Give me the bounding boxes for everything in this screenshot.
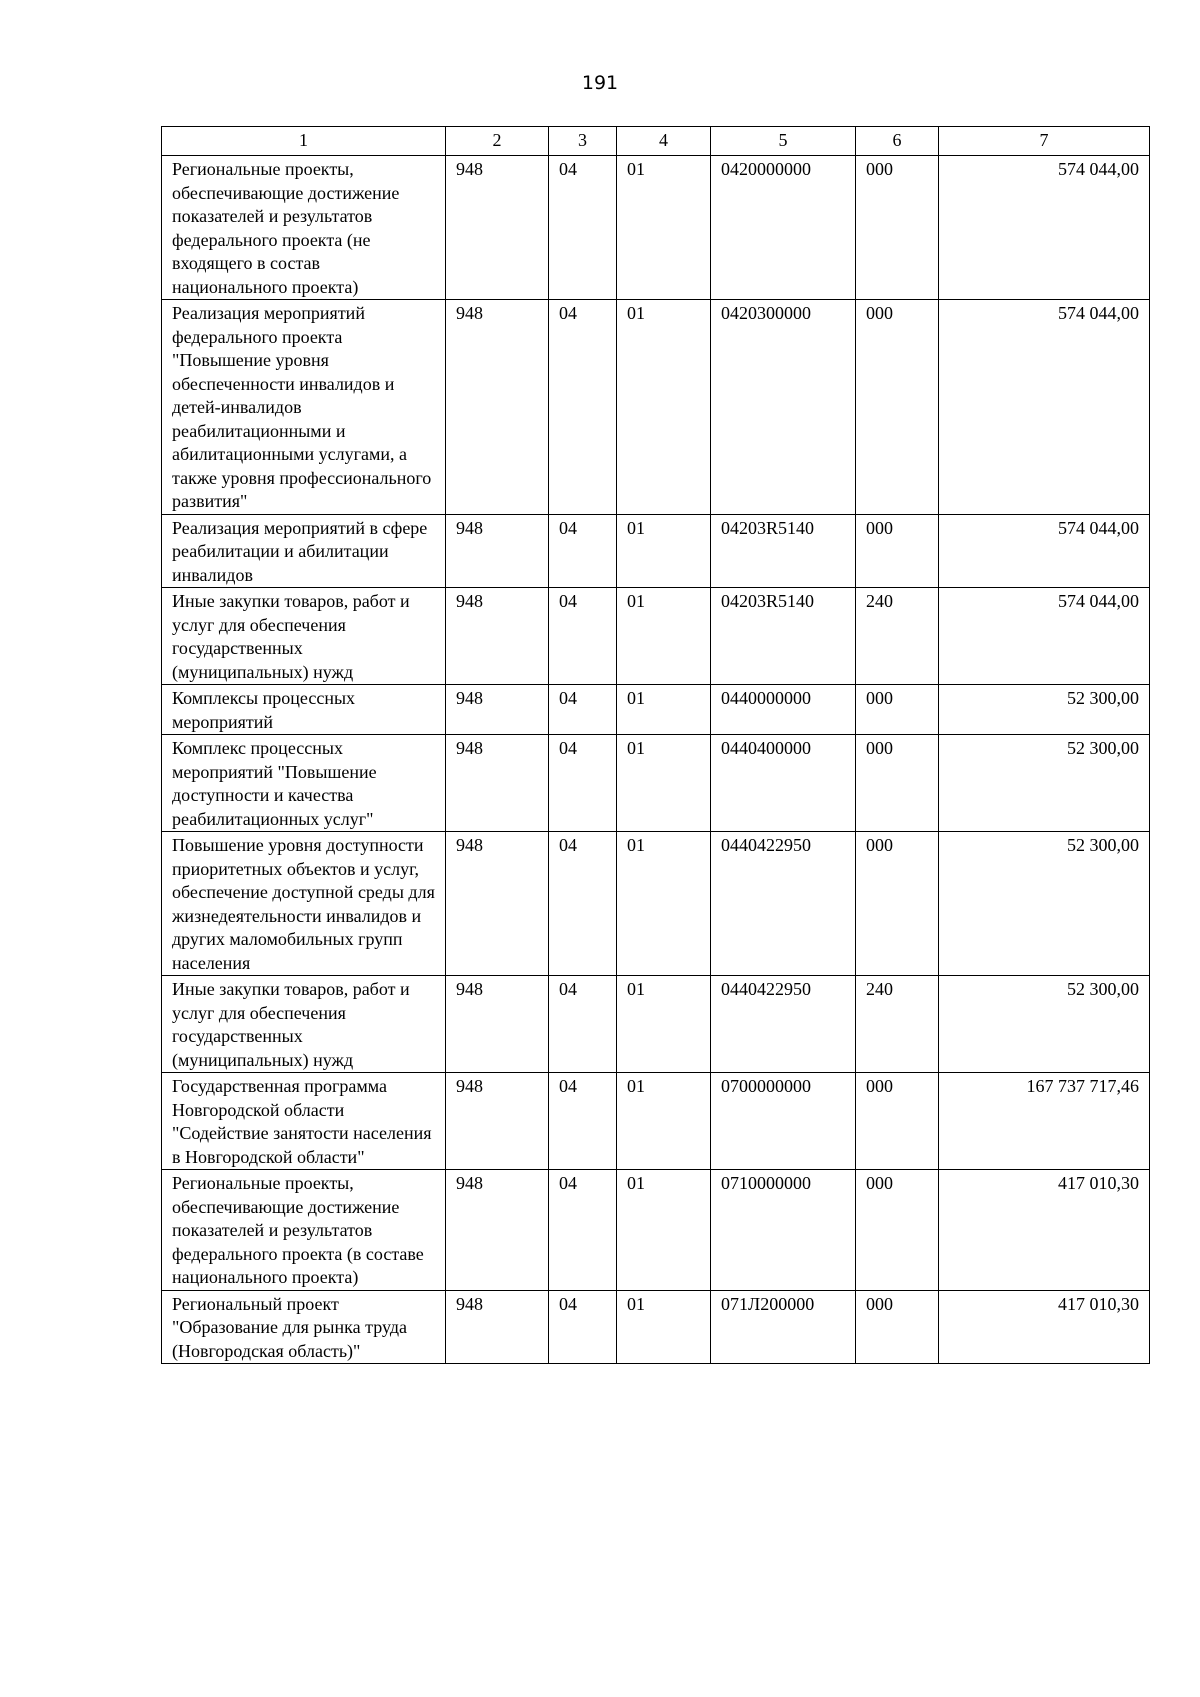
table-row — [162, 1290, 1150, 1364]
row-expense-type: 000 — [856, 156, 939, 300]
row-target-article: 0440422950 — [711, 832, 856, 976]
row-section: 04 — [549, 1073, 617, 1170]
column-header-5: 5 — [711, 127, 856, 156]
header-row — [162, 127, 1150, 156]
row-target-article: 0440422950 — [711, 976, 856, 1073]
row-target-article: 0420000000 — [711, 156, 856, 300]
row-subsection: 01 — [617, 588, 711, 685]
row-expense-type: 000 — [856, 1073, 939, 1170]
table-row — [162, 156, 1150, 300]
row-subsection: 01 — [617, 735, 711, 832]
row-section: 04 — [549, 735, 617, 832]
column-header-3: 3 — [549, 127, 617, 156]
row-grbs: 948 — [446, 1073, 549, 1170]
column-header-7: 7 — [939, 127, 1150, 156]
row-amount: 417 010,30 — [939, 1170, 1150, 1291]
row-section: 04 — [549, 156, 617, 300]
page-number: 191 — [581, 72, 619, 94]
row-amount: 52 300,00 — [939, 735, 1150, 832]
row-subsection: 01 — [617, 685, 711, 735]
row-section: 04 — [549, 300, 617, 515]
row-grbs: 948 — [446, 588, 549, 685]
row-amount: 574 044,00 — [939, 300, 1150, 515]
row-amount: 574 044,00 — [939, 588, 1150, 685]
table-row — [162, 735, 1150, 832]
row-grbs: 948 — [446, 976, 549, 1073]
column-header-4: 4 — [617, 127, 711, 156]
row-grbs: 948 — [446, 735, 549, 832]
row-grbs: 948 — [446, 514, 549, 588]
budget-table — [161, 126, 1150, 1364]
row-name: Повышение уровня доступности приоритетных объектов и услуг, обеспечение доступной среды для жизнедеятельности инвалидов и других маломобильных групп населения — [162, 832, 446, 976]
row-subsection: 01 — [617, 1170, 711, 1291]
row-section: 04 — [549, 1170, 617, 1291]
row-name: Комплекс процессных мероприятий "Повышение доступности и качества реабилитационных услуг" — [162, 735, 446, 832]
row-amount: 574 044,00 — [939, 156, 1150, 300]
row-target-article: 0700000000 — [711, 1073, 856, 1170]
row-section: 04 — [549, 514, 617, 588]
row-amount: 52 300,00 — [939, 976, 1150, 1073]
column-header-2: 2 — [446, 127, 549, 156]
row-amount: 52 300,00 — [939, 832, 1150, 976]
row-name: Иные закупки товаров, работ и услуг для обеспечения государственных (муниципальных) нужд — [162, 588, 446, 685]
row-target-article: 04203R5140 — [711, 514, 856, 588]
row-name: Государственная программа Новгородской области "Содействие занятости населения в Новгородской области" — [162, 1073, 446, 1170]
row-subsection: 01 — [617, 1290, 711, 1364]
row-expense-type: 000 — [856, 735, 939, 832]
row-subsection: 01 — [617, 514, 711, 588]
row-grbs: 948 — [446, 300, 549, 515]
row-subsection: 01 — [617, 1073, 711, 1170]
row-section: 04 — [549, 685, 617, 735]
table-header — [162, 127, 1150, 156]
row-section: 04 — [549, 976, 617, 1073]
row-subsection: 01 — [617, 300, 711, 515]
row-amount: 417 010,30 — [939, 1290, 1150, 1364]
row-expense-type: 000 — [856, 1290, 939, 1364]
table-row — [162, 1170, 1150, 1291]
row-amount: 574 044,00 — [939, 514, 1150, 588]
row-name: Региональные проекты, обеспечивающие достижение показателей и результатов федерального проекта (в составе национального проекта) — [162, 1170, 446, 1291]
row-target-article: 071Л200000 — [711, 1290, 856, 1364]
table-row — [162, 300, 1150, 515]
row-target-article: 04203R5140 — [711, 588, 856, 685]
row-grbs: 948 — [446, 832, 549, 976]
row-grbs: 948 — [446, 156, 549, 300]
row-name: Реализация мероприятий федерального проекта "Повышение уровня обеспеченности инвалидов и детей-инвалидов реабилитационными и абилитационными услугами, а также уровня профессионального развития" — [162, 300, 446, 515]
column-header-1: 1 — [162, 127, 446, 156]
row-expense-type: 000 — [856, 1170, 939, 1291]
table-body — [162, 156, 1150, 1364]
row-section: 04 — [549, 1290, 617, 1364]
row-name: Комплексы процессных мероприятий — [162, 685, 446, 735]
table-row — [162, 588, 1150, 685]
row-name: Региональные проекты, обеспечивающие достижение показателей и результатов федерального проекта (не входящего в состав национального проекта) — [162, 156, 446, 300]
row-expense-type: 000 — [856, 685, 939, 735]
row-expense-type: 000 — [856, 832, 939, 976]
row-section: 04 — [549, 588, 617, 685]
row-grbs: 948 — [446, 1290, 549, 1364]
table-row — [162, 1073, 1150, 1170]
row-target-article: 0710000000 — [711, 1170, 856, 1291]
row-target-article: 0420300000 — [711, 300, 856, 515]
row-section: 04 — [549, 832, 617, 976]
row-name: Реализация мероприятий в сфере реабилитации и абилитации инвалидов — [162, 514, 446, 588]
row-expense-type: 000 — [856, 514, 939, 588]
row-expense-type: 240 — [856, 976, 939, 1073]
row-grbs: 948 — [446, 1170, 549, 1291]
row-target-article: 0440000000 — [711, 685, 856, 735]
row-expense-type: 240 — [856, 588, 939, 685]
table-row — [162, 685, 1150, 735]
column-header-6: 6 — [856, 127, 939, 156]
row-target-article: 0440400000 — [711, 735, 856, 832]
row-name: Региональный проект "Образование для рынка труда (Новгородская область)" — [162, 1290, 446, 1364]
row-name: Иные закупки товаров, работ и услуг для обеспечения государственных (муниципальных) нужд — [162, 976, 446, 1073]
row-amount: 167 737 717,46 — [939, 1073, 1150, 1170]
row-amount: 52 300,00 — [939, 685, 1150, 735]
table-row — [162, 976, 1150, 1073]
row-subsection: 01 — [617, 832, 711, 976]
row-subsection: 01 — [617, 156, 711, 300]
table-row — [162, 832, 1150, 976]
row-subsection: 01 — [617, 976, 711, 1073]
row-grbs: 948 — [446, 685, 549, 735]
row-expense-type: 000 — [856, 300, 939, 515]
table-row — [162, 514, 1150, 588]
